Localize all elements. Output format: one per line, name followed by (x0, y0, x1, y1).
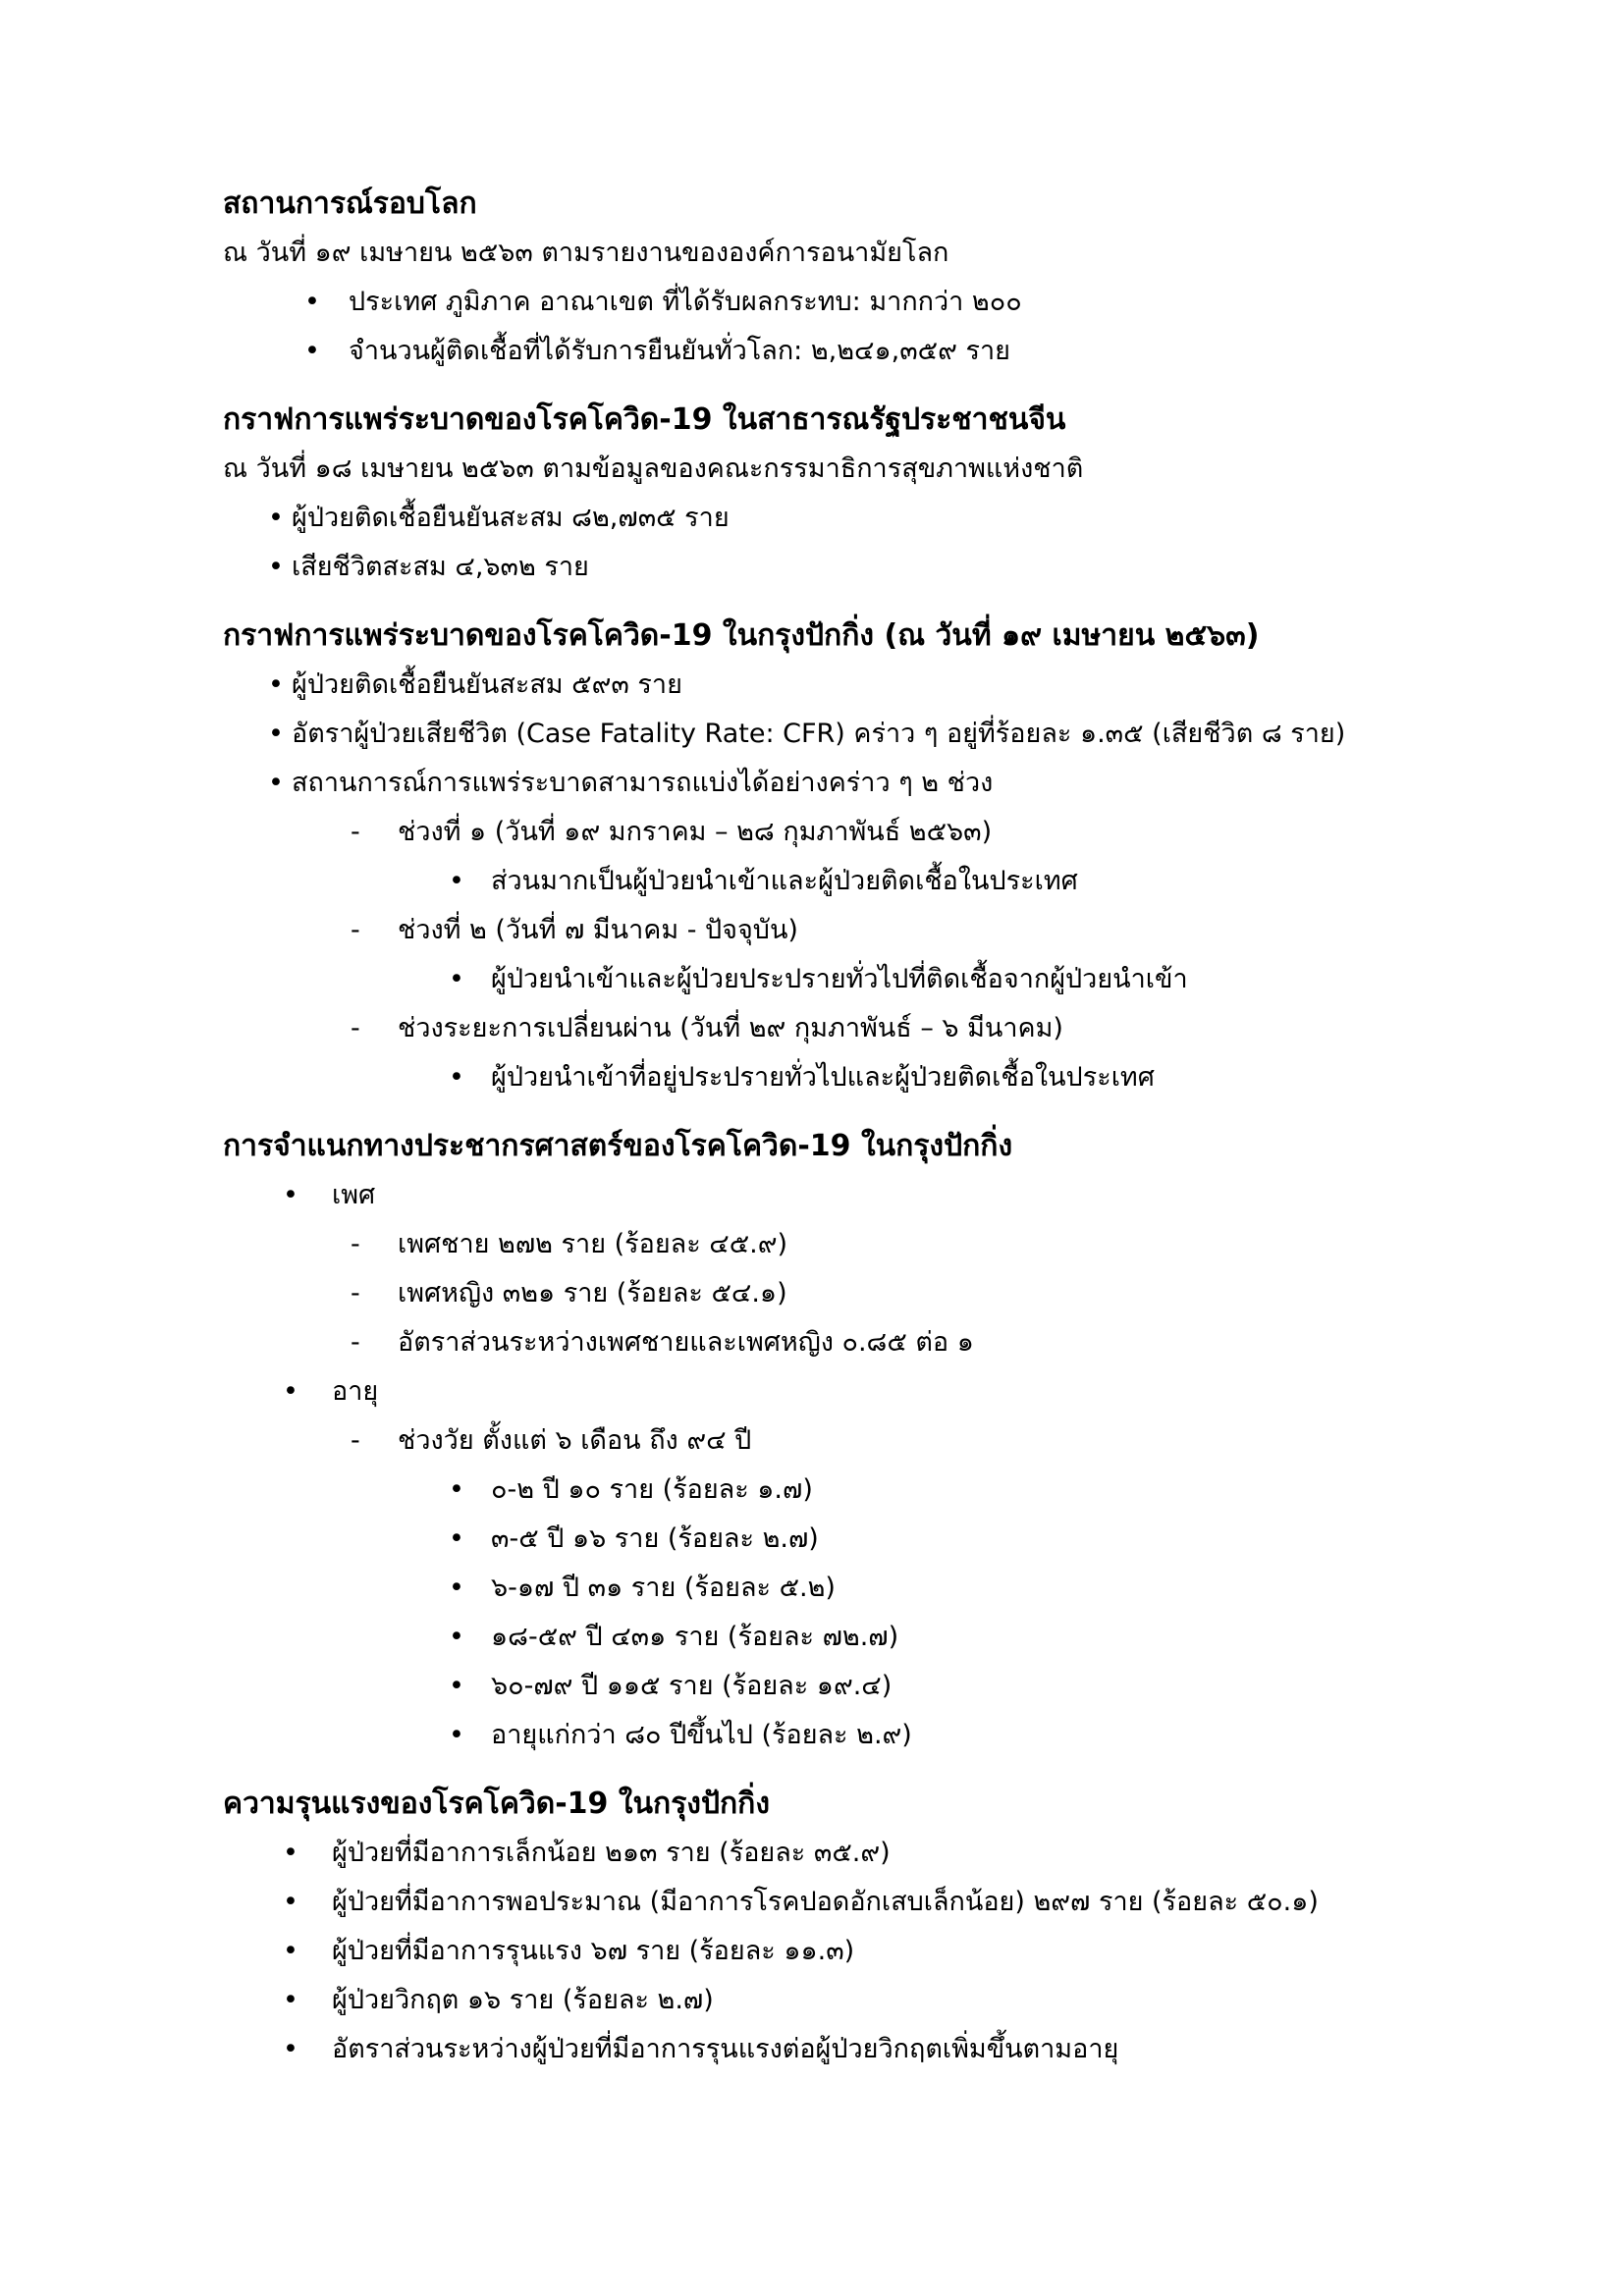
bullet-marker: • (449, 964, 464, 994)
list-item-text: เสียชีวิตสะสม ๔,๖๓๒ ราย (292, 552, 589, 582)
bullet-marker: • (283, 1180, 298, 1210)
bullet-marker: • (268, 503, 284, 533)
bullet-list (223, 1171, 1526, 1760)
list-item-text: สถานการณ์การแพร่ระบาดสามารถแบ่งได้อย่างคร่าว ๆ ๒ ช่วง (292, 768, 994, 798)
list-item (223, 906, 1526, 955)
list-item (223, 1220, 1526, 1269)
dash-marker: - (351, 1425, 360, 1456)
list-item (223, 1269, 1526, 1318)
section-heading: การจำแนกทางประชากรศาสตร์ของโรคโควิด-19 ในกรุงปักกิ่ง (223, 1129, 1013, 1163)
list-item (223, 955, 1526, 1004)
section-demographics (223, 1122, 1526, 1760)
section-heading: ความรุนแรงของโรคโควิด-19 ในกรุงปักกิ่ง (223, 1787, 770, 1821)
list-item (223, 1829, 1526, 1878)
list-item (223, 1171, 1526, 1220)
bullet-marker: • (304, 287, 320, 317)
list-item-text: ๐-๒ ปี ๑๐ ราย (ร้อยละ ๑.๗) (491, 1474, 813, 1505)
list-item (223, 1053, 1526, 1102)
list-item-text: ผู้ป่วยนำเข้าและผู้ป่วยประปรายทั่วไปที่ติดเชื้อจากผู้ป่วยนำเข้า (491, 964, 1188, 994)
list-item-text: อายุ (332, 1376, 379, 1407)
list-item-text: ประเทศ ภูมิภาค อาณาเขต ที่ได้รับผลกระทบ: มากกว่า ๒๐๐ (349, 287, 1022, 317)
list-item-text: อัตราส่วนระหว่างผู้ป่วยที่มีอาการรุนแรงต่อผู้ป่วยวิกฤตเพิ่มขึ้นตามอายุ (332, 2034, 1119, 2064)
list-item-text: ช่วงที่ ๒ (วันที่ ๗ มีนาคม - ปัจจุบัน) (398, 915, 798, 945)
section-intro: ณ วันที่ ๑๙ เมษายน ๒๕๖๓ ตามรายงานขององค์การอนามัยโลก (223, 238, 949, 268)
bullet-marker: • (283, 1838, 298, 1868)
list-item-text: อัตราผู้ป่วยเสียชีวิต (Case Fatality Rate: CFR) คร่าว ๆ อยู่ที่ร้อยละ ๑.๓๕ (เสียชีวิต ๘ ราย) (292, 719, 1346, 749)
list-item-text: ๓-๕ ปี ๑๖ ราย (ร้อยละ ๒.๗) (491, 1523, 819, 1554)
bullet-marker: • (283, 1936, 298, 1966)
bullet-marker: • (304, 336, 320, 366)
section-severity (223, 1780, 1526, 2074)
bullet-marker: • (283, 2034, 298, 2064)
list-item-text: จำนวนผู้ติดเชื้อที่ได้รับการยืนยันทั่วโลก: ๒,๒๔๑,๓๕๙ ราย (349, 336, 1010, 366)
list-item-text: ผู้ป่วยที่มีอาการพอประมาณ (มีอาการโรคปอดอักเสบเล็กน้อย) ๒๙๗ ราย (ร้อยละ ๕๐.๑) (332, 1887, 1319, 1917)
bullet-list (223, 661, 1526, 1102)
list-item (223, 808, 1526, 857)
list-item-text: เพศ (332, 1180, 376, 1210)
list-item-text: ๑๘-๕๙ ปี ๔๓๑ ราย (ร้อยละ ๗๒.๗) (491, 1622, 899, 1652)
bullet-marker: • (449, 1062, 464, 1093)
list-item (223, 710, 1526, 759)
bullet-marker: • (449, 1671, 464, 1701)
dash-marker: - (351, 915, 360, 945)
list-item (223, 1662, 1526, 1711)
list-item-text: ผู้ป่วยวิกฤต ๑๖ ราย (ร้อยละ ๒.๗) (332, 1985, 714, 2015)
list-item (223, 1004, 1526, 1053)
list-item-text: อัตราส่วนระหว่างเพศชายและเพศหญิง ๐.๘๕ ต่อ ๑ (398, 1327, 974, 1358)
bullet-marker: • (449, 1622, 464, 1652)
list-item-text: ผู้ป่วยติดเชื้อยืนยันสะสม ๘๒,๗๓๕ ราย (292, 503, 730, 533)
list-item (223, 1613, 1526, 1662)
bullet-marker: • (449, 1523, 464, 1554)
section-beijing-graph (223, 612, 1526, 1102)
list-item (223, 1711, 1526, 1760)
list-item-text: ๖-๑๗ ปี ๓๑ ราย (ร้อยละ ๕.๒) (491, 1573, 836, 1603)
list-item (223, 1564, 1526, 1613)
list-item (223, 494, 1526, 543)
document-content (223, 180, 1526, 2074)
list-item (223, 543, 1526, 592)
bullet-marker: • (268, 719, 284, 749)
list-item-text: ผู้ป่วยที่มีอาการรุนแรง ๖๗ ราย (ร้อยละ ๑๑.๓) (332, 1936, 855, 1966)
bullet-marker: • (283, 1376, 298, 1407)
list-item-text: ช่วงที่ ๑ (วันที่ ๑๙ มกราคม – ๒๘ กุมภาพันธ์ ๒๕๖๓) (398, 817, 993, 847)
section-heading: กราฟการแพร่ระบาดของโรคโควิด-19 ในสาธารณรัฐประชาชนจีน (223, 402, 1066, 437)
list-item (223, 1318, 1526, 1367)
list-item (223, 1466, 1526, 1515)
list-item-text: ๖๐-๗๙ ปี ๑๑๕ ราย (ร้อยละ ๑๙.๔) (491, 1671, 893, 1701)
section-world-situation (223, 180, 1526, 376)
list-item-text: ผู้ป่วยที่มีอาการเล็กน้อย ๒๑๓ ราย (ร้อยละ ๓๕.๙) (332, 1838, 891, 1868)
list-item-text: ส่วนมากเป็นผู้ป่วยนำเข้าและผู้ป่วยติดเชื้อในประเทศ (491, 866, 1078, 896)
list-item (223, 1367, 1526, 1416)
bullet-marker: • (268, 669, 284, 700)
bullet-marker: • (283, 1985, 298, 2015)
section-heading: สถานการณ์รอบโลก (223, 187, 477, 221)
bullet-marker: • (449, 866, 464, 896)
list-item (223, 1416, 1526, 1466)
list-item (223, 327, 1526, 376)
list-item (223, 661, 1526, 710)
list-item (223, 1878, 1526, 1927)
section-heading: กราฟการแพร่ระบาดของโรคโควิด-19 ในกรุงปักกิ่ง (ณ วันที่ ๑๙ เมษายน ๒๕๖๓) (223, 618, 1260, 653)
list-item-text: ผู้ป่วยติดเชื้อยืนยันสะสม ๕๙๓ ราย (292, 669, 682, 700)
list-item-text: เพศชาย ๒๗๒ ราย (ร้อยละ ๔๕.๙) (398, 1229, 788, 1259)
list-item-text: เพศหญิง ๓๒๑ ราย (ร้อยละ ๕๔.๑) (398, 1278, 787, 1308)
list-item (223, 278, 1526, 327)
section-intro: ณ วันที่ ๑๘ เมษายน ๒๕๖๓ ตามข้อมูลของคณะกรรมาธิการสุขภาพแห่งชาติ (223, 454, 1084, 484)
list-item-text: ผู้ป่วยนำเข้าที่อยู่ประปรายทั่วไปและผู้ป่วยติดเชื้อในประเทศ (491, 1062, 1155, 1093)
bullet-marker: • (449, 1573, 464, 1603)
list-item (223, 1976, 1526, 2025)
list-item-text: อายุแก่กว่า ๘๐ ปีขึ้นไป (ร้อยละ ๒.๙) (491, 1720, 912, 1750)
list-item (223, 2025, 1526, 2074)
bullet-list (223, 1829, 1526, 2074)
bullet-marker: • (449, 1474, 464, 1505)
bullet-marker: • (449, 1720, 464, 1750)
list-item (223, 857, 1526, 906)
list-item-text: ช่วงระยะการเปลี่ยนผ่าน (วันที่ ๒๙ กุมภาพันธ์ – ๖ มีนาคม) (398, 1013, 1063, 1043)
dash-marker: - (351, 1013, 360, 1043)
dash-marker: - (351, 1229, 360, 1259)
list-item (223, 759, 1526, 808)
bullet-marker: • (268, 552, 284, 582)
dash-marker: - (351, 817, 360, 847)
list-item (223, 1927, 1526, 1976)
bullet-marker: • (283, 1887, 298, 1917)
list-item (223, 1515, 1526, 1564)
section-china-graph (223, 396, 1526, 592)
bullet-list (223, 278, 1526, 376)
bullet-list (223, 494, 1526, 592)
list-item-text: ช่วงวัย ตั้งแต่ ๖ เดือน ถึง ๙๔ ปี (398, 1425, 752, 1456)
dash-marker: - (351, 1327, 360, 1358)
bullet-marker: • (268, 768, 284, 798)
dash-marker: - (351, 1278, 360, 1308)
